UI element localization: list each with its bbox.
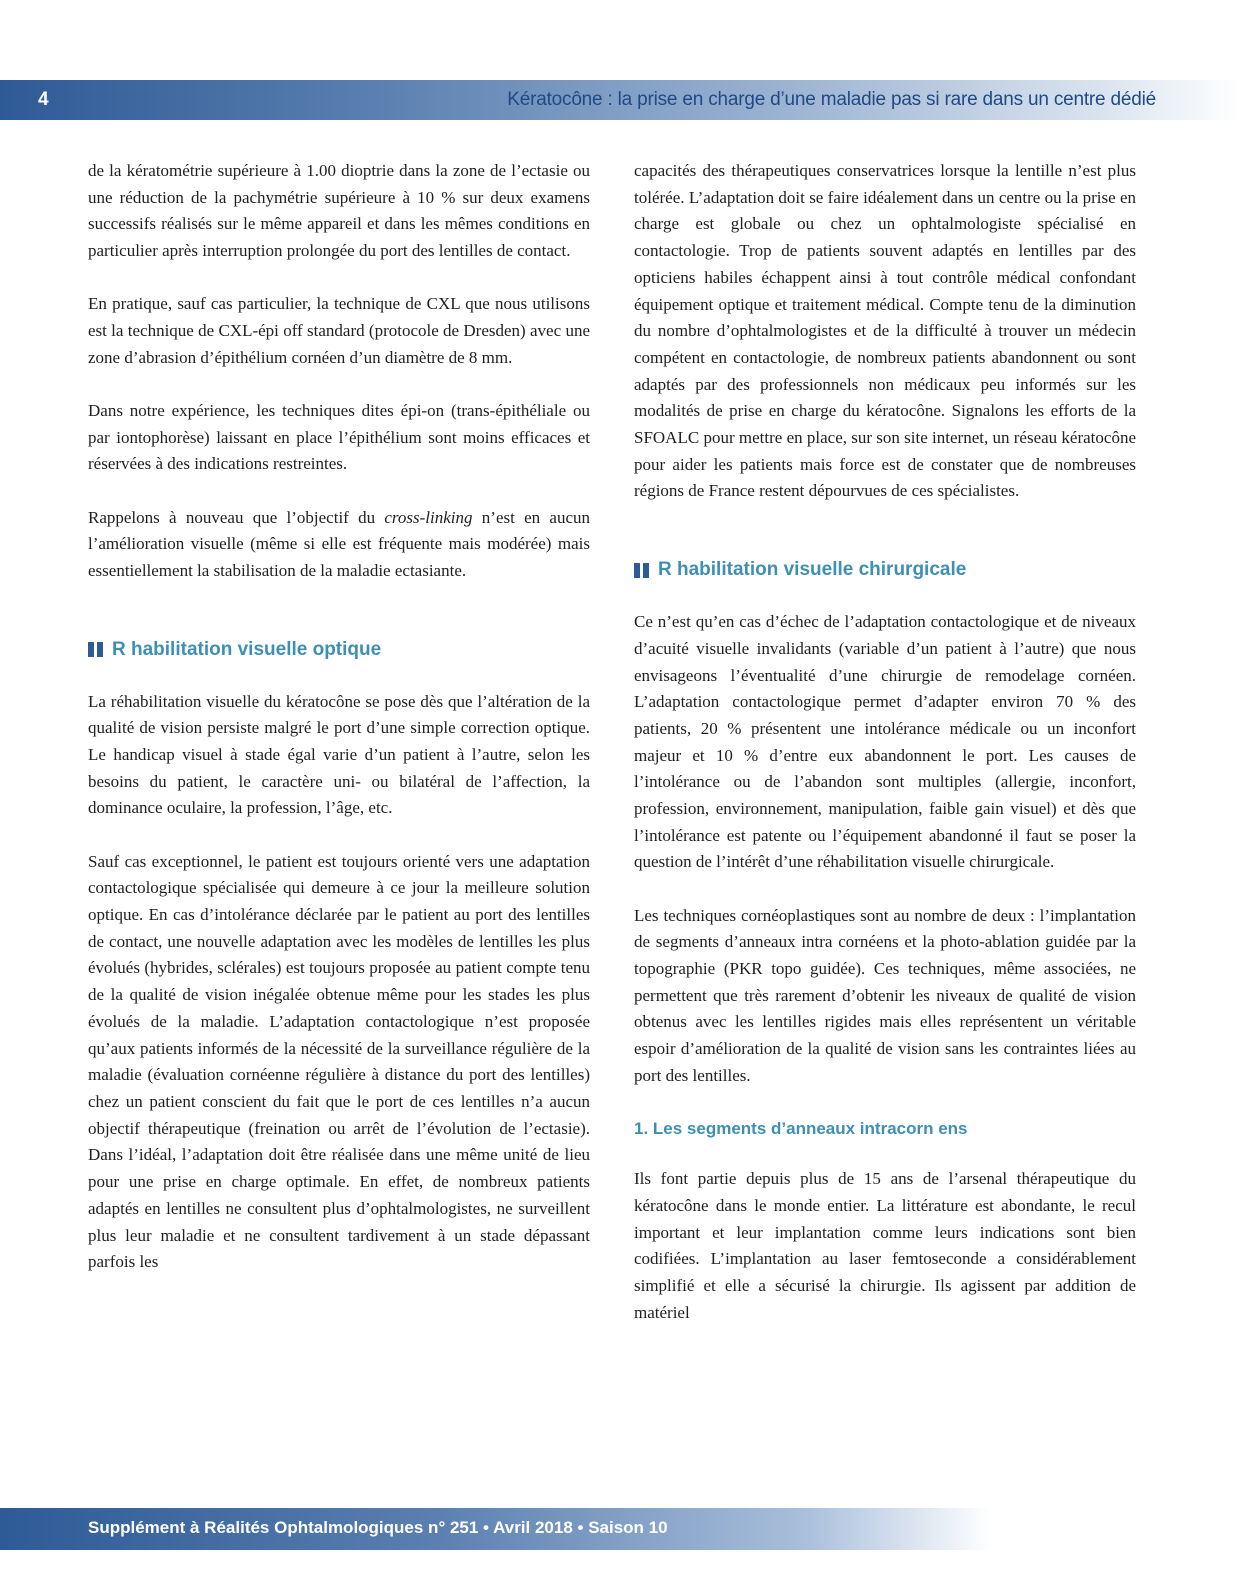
paragraph: Sauf cas exceptionnel, le patient est toujours orienté vers une adaptation contactologique spécialisée qui demeure à ce jour la meilleure solution optique. En cas d’intolérance déclarée par le patient au port des lentilles de contact, une nouvelle adaptation avec les modèles de lentilles les plus évolués (hybrides, sclérales) est toujours proposée au patient compte tenu de la qualité de vision inégalée obtenue même pour les stades les plus évolués de la maladie. L’adaptation contactologique n’est proposée qu’aux patients informés de la nécessité de la surveillance régulière de la maladie (évaluation cornéenne régulière à distance du port des lentilles) chez un patient conscient du fait que le port de ces lentilles n’a aucun objectif thérapeutique (freination ou arrêt de l’évolution de l’ectasie). Dans l’idéal, l’adaptation doit être réalisée dans une même unité de lieu pour une prise en charge optimale. En effet, de nombreux patients adaptés en lentilles ne consultent plus d’ophtalmologistes, ne surveillent plus leur maladie et ne consultent tardivement à un stade dépassant parfois les [88,851,590,1272]
footer-text: Supplément à Réalités Ophtalmologiques n° 251 • Avril 2018 • Saison 10 [88,1518,668,1537]
paragraph: de la kératométrie supérieure à 1.00 dioptrie dans la zone de l’ectasie ou une réduction de la pachymétrie supérieure à 10 % sur deux examens successifs réalisés sur le même appareil et dans les mêmes conditions en particulier après interruption prolongée du port des lentilles de contact. [88,161,590,261]
left-column [88,158,590,1276]
paragraph: Les techniques cornéoplastiques sont au nombre de deux : l’implantation de segments d’anneaux intra cornéens et la photo-ablation guidée par la topographie (PKR topo guidée). Ces techniques, même associées, ne permettent que très rarement d’obtenir les niveaux de qualité de vision obtenus avec les lentilles rigides mais elles représentent un véritable espoir d’amélioration de la qualité de vision sans les contraintes liées au port des lentilles. [634,905,1136,1085]
paragraph: En pratique, sauf cas particulier, la technique de CXL que nous utilisons est la technique de CXL-épi off standard (protocole de Dresden) avec une zone d’abrasion d’épithélium cornéen d’un diamètre de 8 mm. [88,294,590,367]
emphasis-term: cross-linking [384,507,473,527]
paragraph: La réhabilitation visuelle du kératocône se pose dès que l’altération de la qualité de vision persiste malgré le port d’une simple correction optique. Le handicap visuel à stade égal varie d’un patient à l’autre, selon les besoins du patient, le caractère uni- ou bilatéral de l’affection, la dominance oculaire, la profession, l’âge, etc. [88,691,590,818]
page-number: 4 [38,89,49,110]
paragraph [88,505,590,585]
right-column [634,158,1136,1326]
paragraph: capacités des thérapeutiques conservatrices lorsque la lentille n’est plus tolérée. L’adaptation doit se faire idéalement dans un centre ou la prise en charge est globale ou chez un ophtalmologiste spécialisé en contactologie. Trop de patients souvent adaptés en lentilles par des opticiens habiles échappent ainsi à tout contrôle médical confondant équipement optique et traitement médical. Compte tenu de la diminution du nombre d’ophtalmologistes et de la difficulté à trouver un médecin compétent en contactologie, de nombreux patients abandonnent ou sont adaptés par des professionnels non médicaux peu informés sur les modalités de prise en charge du kératocône. Signalons les efforts de la SFOALC pour mettre en place, sur son site internet, un réseau kératocône pour aider les patients mais force est de constater que de nombreuses régions de France restent dépourvues de ces spécialistes. [634,161,1136,501]
section-heading-text: R habilitation visuelle chirurgicale [658,559,967,581]
section-marker-icon [634,563,649,578]
paragraph: Ils font partie depuis plus de 15 ans de l’arsenal thérapeutique du kératocône dans le monde entier. La littérature est abondante, le recul important et leur implantation comme leurs indications sont bien codifiées. L’implantation au laser femtoseconde a considérablement simplifié et elle a sécurisé la chirurgie. Ils agissent par addition de matériel [634,1169,1136,1322]
section-heading [634,557,1136,583]
section-heading-text: R habilitation visuelle optique [112,638,382,660]
running-title: Kératocône : la prise en charge d’une maladie pas si rare dans un centre dédié [507,89,1156,110]
paragraph: Dans notre expérience, les techniques dites épi-on (trans-épithéliale ou par iontophorèse) laissant en place l’épithélium sont moins efficaces et réservées à des indications restreintes. [88,400,590,474]
paragraph-text: Rappelons à nouveau que l’objectif du [88,507,385,527]
paragraph: Ce n’est qu’en cas d’échec de l’adaptation contactologique et de niveaux d’acuité visuelle invalidants (variable d’un patient à l’autre) que nous envisageons l’éventualité d’une chirurgie de remodelage cornéen. L’adaptation contactologique permet d’adapter environ 70 % des patients, 20 % présentent une intolérance médicale ou un inconfort majeur et 10 % d’entre eux abandonnent le port. Les causes de l’intolérance ou de l’abandon sont multiples (allergie, inconfort, profession, environnement, manipulation, faible gain visuel) et dès que l’intolérance est patente ou l’équipement abandonné il faut se poser la question de l’intérêt d’une réhabilitation visuelle chirurgicale. [634,612,1136,872]
paragraph-text: n’est en aucun l’amélioration visuelle (même si elle est fréquente mais modérée) mais essentiellement la stabilisation de la maladie ectasiante. [88,507,590,580]
section-heading [88,637,590,663]
section-marker-icon [88,642,103,657]
sub-heading: 1. Les segments d’anneaux intracorn ens [634,1119,968,1139]
